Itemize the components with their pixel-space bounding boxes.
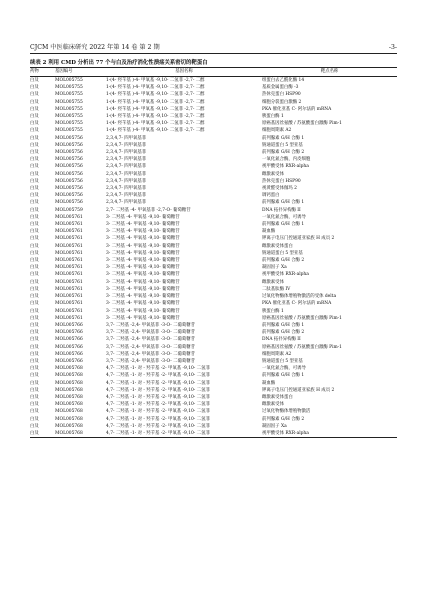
cell-target-name: 一氧化氮合酶，可诱导 xyxy=(262,366,306,372)
table-header-row xyxy=(30,68,397,77)
cell-gene-name: 3- 二羟基 -4- 甲氧基 -9,10- 葡萄糖苷 xyxy=(106,229,180,235)
cell-target-name: DNA 拓扑异构酶 II xyxy=(262,207,301,213)
cell-target-name: 一氧化氮合酶，内皮细胞 xyxy=(262,157,311,163)
cell-target-name: 凝固因子 Xa xyxy=(262,265,287,271)
cell-drug: 白及 xyxy=(30,380,39,386)
cell-drug: 白及 xyxy=(30,121,39,127)
cell-gene-name: 2,7- 二羟基 -4- 甲氧基菲 -2,7-O- 葡萄糖苷 xyxy=(106,207,191,213)
cell-gene-name: 4,7- 二羟基 -1- 对 - 羟苄基 -2- 甲氧基 -9,10- 二氢菲 xyxy=(106,430,262,438)
cell-gene-id: MOL005755 xyxy=(55,114,83,120)
cell-drug: 白及 xyxy=(30,92,39,98)
cell-gene-id: MOL005761 xyxy=(55,222,83,228)
column-header-gene-id: 基因编号 xyxy=(52,68,106,77)
cell-gene-id: MOL005766 xyxy=(55,330,83,336)
table-row xyxy=(30,135,397,142)
cell-gene-name: 3- 二羟基 -4- 甲氧基 -9,10- 葡萄糖苷 xyxy=(106,315,180,321)
cell-gene-name: 4,7- 二羟基 -1- 对 - 羟苄基 -2- 甲氧基 -9,10- 二氢菲 xyxy=(106,394,210,400)
journal-title: CJCM 中医临床研究 2022 年第 14 卷 第 2 期 xyxy=(30,44,160,51)
table-row xyxy=(30,207,397,214)
cell-target-name: 前列腺素 G/H 合酶 2 xyxy=(262,258,305,264)
table-row xyxy=(30,423,397,430)
cell-drug: 白及 xyxy=(30,387,39,393)
cell-gene-name: 1-(4- 羟苄基 )-4- 甲氧基 -9,10- 二氢菲 -2,7- 二醇 xyxy=(106,85,205,91)
cell-gene-name: 3- 二羟基 -4- 甲氧基 -9,10- 葡萄糖苷 xyxy=(106,279,180,285)
cell-gene-name: 3,7- 二羟基 -2,4- 甲氧基菲 -3-O- 二葡萄糖苷 xyxy=(106,322,196,328)
cell-drug: 白及 xyxy=(30,229,39,235)
cell-gene-name: 3- 二羟基 -4- 甲氧基 -9,10- 葡萄糖苷 xyxy=(106,258,180,264)
cell-drug: 白及 xyxy=(30,207,39,213)
table-row xyxy=(30,279,397,286)
cell-gene-id: MOL005755 xyxy=(55,121,83,127)
cell-gene-name: 3- 二羟基 -4- 甲氧基 -9,10- 葡萄糖苷 xyxy=(106,243,180,249)
cell-target-name: 雌激素受体 xyxy=(262,279,284,285)
cell-target-name: 细胞分裂蛋白激酶 2 xyxy=(262,99,302,105)
cell-gene-name: 2,3,4,7- 四甲氧基菲 xyxy=(106,157,147,163)
cell-target-name: DNA 拓扑异构酶 II xyxy=(262,337,301,343)
cell-gene-name: 3- 二羟基 -4- 甲氧基 -9,10- 葡萄糖苷 xyxy=(106,301,180,307)
cell-gene-id: MOL005755 xyxy=(55,92,83,98)
cell-target-name: 视甲酸受体 RXR-alpha xyxy=(262,272,309,278)
cell-target-name: 凝固因子 Xa xyxy=(262,423,287,429)
cell-drug: 白及 xyxy=(30,106,39,112)
table-row xyxy=(30,351,397,358)
cell-drug: 白及 xyxy=(30,409,39,415)
cell-gene-id: MOL005768 xyxy=(55,402,83,408)
cell-gene-name: 3- 二羟基 -4- 甲氧基 -9,10- 葡萄糖苷 xyxy=(106,222,180,228)
cell-gene-name: 1-(4- 羟苄基 )-4- 甲氧基 -9,10- 二氢菲 -2,7- 二醇 xyxy=(106,99,205,105)
cell-drug: 白及 xyxy=(30,157,39,163)
table-row xyxy=(30,372,397,379)
table-row xyxy=(30,322,397,329)
cell-target-name: 钾离子电压门控通道亚家族 H 成员 2 xyxy=(262,387,335,393)
cell-drug: 白及 xyxy=(30,315,39,321)
cell-drug: 白及 xyxy=(30,286,39,292)
cell-drug: 白及 xyxy=(30,99,39,105)
cell-gene-id: MOL005761 xyxy=(55,286,83,292)
cell-gene-id: MOL005768 xyxy=(55,366,83,372)
table-row xyxy=(30,401,397,408)
cell-gene-name: 2,3,4,7- 四甲氧基菲 xyxy=(106,150,147,156)
table-row xyxy=(30,329,397,336)
table-row xyxy=(30,178,397,185)
cell-drug: 白及 xyxy=(30,135,39,141)
cell-drug: 白及 xyxy=(30,258,39,264)
cell-gene-name: 3- 二羟基 -4- 甲氧基 -9,10- 葡萄糖苷 xyxy=(106,294,180,300)
cell-drug: 白及 xyxy=(30,366,39,372)
cell-gene-name: 2,3,4,7- 四甲氧基菲 xyxy=(106,186,147,192)
cell-gene-id: MOL005761 xyxy=(55,250,83,256)
cell-target-name: 前列腺素 G/H 合酶 1 xyxy=(262,322,305,328)
cell-gene-id: MOL005761 xyxy=(55,294,83,300)
cell-gene-id: MOL005756 xyxy=(55,186,83,192)
cell-gene-id: MOL005755 xyxy=(55,128,83,134)
cell-gene-id: MOL005756 xyxy=(55,193,83,199)
cell-target-name: 原癌基因丝氨酸 / 苏氨酸蛋白激酶 Pim-1 xyxy=(262,121,342,127)
cell-gene-name: 4,7- 二羟基 -1- 对 - 羟苄基 -2- 甲氧基 -9,10- 二氢菲 xyxy=(106,387,210,393)
table-row xyxy=(30,286,397,293)
cell-gene-name: 3- 二羟基 -4- 甲氧基 -9,10- 葡萄糖苷 xyxy=(106,265,180,271)
cell-target-name: 调钙蛋白 xyxy=(262,193,280,199)
table-row xyxy=(30,91,397,98)
cell-gene-id: MOL005756 xyxy=(55,142,83,148)
cell-drug: 白及 xyxy=(30,193,39,199)
table-row xyxy=(30,185,397,192)
cell-drug: 白及 xyxy=(30,265,39,271)
column-header-gene-name: 基因名称 xyxy=(106,68,262,77)
cell-target-name: 细胞周期素 A2 xyxy=(262,128,292,134)
table-row xyxy=(30,430,397,438)
cell-gene-id: MOL005768 xyxy=(55,380,83,386)
cell-target-name: 热休克蛋白 HSP90 xyxy=(262,92,301,98)
table-caption: 续表 2 利用 CMD 分析出 77 个与白及治疗消化性溃疡关系密切的靶蛋白 xyxy=(30,60,208,66)
cell-gene-id: MOL005768 xyxy=(55,394,83,400)
cell-gene-id: MOL005761 xyxy=(55,272,83,278)
table-row xyxy=(30,380,397,387)
cell-drug: 白及 xyxy=(30,301,39,307)
cell-gene-name: 3- 二羟基 -4- 甲氧基 -9,10- 葡萄糖苷 xyxy=(106,272,180,278)
table-row xyxy=(30,408,397,415)
cell-gene-id: MOL005761 xyxy=(55,265,83,271)
cell-drug: 白及 xyxy=(30,85,39,91)
cell-target-name: 凝血酶 xyxy=(262,380,276,386)
table-row xyxy=(30,221,397,228)
cell-target-name: PKA 催化亚基 C- 阿尔法的 mRNA xyxy=(262,301,332,307)
cell-drug: 白及 xyxy=(30,373,39,379)
cell-target-name: PKA 催化亚基 C- 阿尔法的 mRNA xyxy=(262,106,332,112)
cell-gene-name: 3- 二羟基 -4- 甲氧基 -9,10- 葡萄糖苷 xyxy=(106,236,180,242)
cell-gene-id: MOL005755 xyxy=(55,78,83,83)
cell-drug: 白及 xyxy=(30,78,39,83)
cell-gene-id: MOL005761 xyxy=(55,214,83,220)
cell-gene-name: 4,7- 二羟基 -1- 对 - 羟苄基 -2- 甲氧基 -9,10- 二氢菲 xyxy=(106,366,210,372)
cell-gene-id: MOL005761 xyxy=(55,308,83,314)
cell-target-name: 视甲酸受体 RXR-alpha xyxy=(262,430,397,438)
cell-gene-id: MOL005755 xyxy=(55,99,83,105)
table-row xyxy=(30,163,397,170)
cell-gene-id: MOL005756 xyxy=(55,200,83,206)
table-row xyxy=(30,293,397,300)
cell-target-name: 原癌基因丝氨酸 / 苏氨酸蛋白激酶 Pim-1 xyxy=(262,344,342,350)
cell-drug: 白及 xyxy=(30,423,39,429)
cell-gene-name: 2,3,4,7- 四甲氧基菲 xyxy=(106,171,147,177)
cell-target-name: 细胞周期素 A2 xyxy=(262,351,292,357)
cell-drug: 白及 xyxy=(30,186,39,192)
cell-gene-id: MOL005761 xyxy=(55,301,83,307)
table-row xyxy=(30,171,397,178)
cell-gene-name: 1-(4- 羟苄基 )-4- 甲氧基 -9,10- 二氢菲 -2,7- 二醇 xyxy=(106,78,205,83)
cell-gene-id: MOL005755 xyxy=(55,106,83,112)
table-row xyxy=(30,394,397,401)
cell-target-name: 原癌基因丝氨酸 / 苏氨酸蛋白激酶 Pim-1 xyxy=(262,315,342,321)
cell-target-name: 钠通道蛋白 5 型亚基 xyxy=(262,142,303,148)
cell-drug: 白及 xyxy=(30,308,39,314)
cell-target-name: 雌激素受体蛋白 xyxy=(262,394,293,400)
table-row xyxy=(30,127,397,134)
cell-target-name: 视黄醛受体伽玛 2 xyxy=(262,186,297,192)
table-row xyxy=(30,257,397,264)
cell-target-name: 胰蛋白酶 1 xyxy=(262,114,284,120)
table-row xyxy=(30,264,397,271)
cell-drug: 白及 xyxy=(30,430,52,438)
cell-target-name: 前列腺素 G/H 合酶 1 xyxy=(262,135,305,141)
cell-gene-name: 1-(4- 羟苄基 )-4- 甲氧基 -9,10- 二氢菲 -2,7- 二醇 xyxy=(106,92,205,98)
cell-target-name: 前列腺素 G/H 合酶 1 xyxy=(262,200,305,206)
table-row xyxy=(30,387,397,394)
table-row xyxy=(30,300,397,307)
table-row xyxy=(30,315,397,322)
cell-gene-id: MOL005761 xyxy=(55,279,83,285)
cell-target-name: 雌激素受体 xyxy=(262,402,284,408)
cell-gene-name: 3,7- 二羟基 -2,4- 甲氧基菲 -3-O- 二葡萄糖苷 xyxy=(106,351,196,357)
table-row xyxy=(30,149,397,156)
cell-gene-id: MOL005761 xyxy=(55,258,83,264)
cell-drug: 白及 xyxy=(30,322,39,328)
cell-drug: 白及 xyxy=(30,416,39,422)
table-row xyxy=(30,113,397,120)
cell-drug: 白及 xyxy=(30,402,39,408)
cell-drug: 白及 xyxy=(30,200,39,206)
cell-gene-name: 3,7- 二羟基 -2,4- 甲氧基菲 -3-O- 二葡萄糖苷 xyxy=(106,344,196,350)
cell-gene-name: 4,7- 二羟基 -1- 对 - 羟苄基 -2- 甲氧基 -9,10- 二氢菲 xyxy=(106,416,210,422)
cell-gene-name: 3,7- 二羟基 -2,4- 甲氧基菲 -3-O- 二葡萄糖苷 xyxy=(106,337,196,343)
cell-gene-id: MOL005768 xyxy=(52,430,106,438)
cell-gene-name: 2,3,4,7- 四甲氧基菲 xyxy=(106,142,147,148)
table-row xyxy=(30,308,397,315)
cell-drug: 白及 xyxy=(30,150,39,156)
cell-target-name: 钠通道蛋白 5 型亚基 xyxy=(262,358,303,364)
column-header-target-name: 靶点名称 xyxy=(262,68,397,77)
cell-gene-name: 4,7- 二羟基 -1- 对 - 羟苄基 -2- 甲氧基 -9,10- 二氢菲 xyxy=(106,409,210,415)
table-row xyxy=(30,271,397,278)
cell-gene-id: MOL005756 xyxy=(55,135,83,141)
cell-drug: 白及 xyxy=(30,351,39,357)
cell-target-name: 前列腺素 G/H 合酶 1 xyxy=(262,373,305,379)
cell-gene-id: MOL005759 xyxy=(55,207,83,213)
cell-drug: 白及 xyxy=(30,394,39,400)
cell-target-name: 雌激素受体 xyxy=(262,171,284,177)
cell-gene-id: MOL005761 xyxy=(55,243,83,249)
cell-gene-name: 2,3,4,7- 四甲氧基菲 xyxy=(106,193,147,199)
cell-target-name: 前列腺素 G/H 合酶 2 xyxy=(262,416,305,422)
table-row xyxy=(30,99,397,106)
page-header xyxy=(30,44,397,54)
table-row xyxy=(30,120,397,127)
table-row xyxy=(30,142,397,149)
cell-gene-id: MOL005768 xyxy=(55,387,83,393)
cell-drug: 白及 xyxy=(30,344,39,350)
cell-gene-name: 3- 二羟基 -4- 甲氧基 -9,10- 葡萄糖苷 xyxy=(106,250,180,256)
cell-drug: 白及 xyxy=(30,128,39,134)
table-row xyxy=(30,358,397,365)
table-row xyxy=(30,84,397,91)
cell-target-name: 热休克蛋白 HSP90 xyxy=(262,178,301,184)
cell-target-name: 凝血酶 xyxy=(262,229,276,235)
table-row xyxy=(30,77,397,85)
cell-gene-id: MOL005768 xyxy=(55,373,83,379)
cell-target-name: 钠通道蛋白 5 型亚基 xyxy=(262,250,303,256)
cell-drug: 白及 xyxy=(30,142,39,148)
cell-gene-id: MOL005756 xyxy=(55,164,83,170)
table-row xyxy=(30,214,397,221)
cell-gene-name: 1-(4- 羟苄基 )-4- 甲氧基 -9,10- 二氢菲 -2,7- 二醇 xyxy=(106,128,205,134)
table-row xyxy=(30,228,397,235)
cell-target-name: 前列腺素 G/H 合酶 1 xyxy=(262,222,305,228)
cell-gene-id: MOL005766 xyxy=(55,322,83,328)
cell-gene-id: MOL005756 xyxy=(55,178,83,184)
cell-gene-name: 3- 二羟基 -4- 甲氧基 -9,10- 葡萄糖苷 xyxy=(106,214,180,220)
cell-gene-name: 3- 二羟基 -4- 甲氧基 -9,10- 葡萄糖苷 xyxy=(106,286,180,292)
cell-gene-name: 2,3,4,7- 四甲氧基菲 xyxy=(106,135,147,141)
cell-gene-id: MOL005756 xyxy=(55,150,83,156)
table-row xyxy=(30,156,397,163)
cell-gene-id: MOL005766 xyxy=(55,358,83,364)
cell-target-name: 二肽基肽酶 IV xyxy=(262,286,291,292)
cell-drug: 白及 xyxy=(30,294,39,300)
table-body xyxy=(30,77,397,438)
cell-gene-id: MOL005768 xyxy=(55,423,83,429)
cell-gene-name: 3- 二羟基 -4- 甲氧基 -9,10- 葡萄糖苷 xyxy=(106,308,180,314)
cell-gene-id: MOL005761 xyxy=(55,236,83,242)
cell-gene-name: 4,7- 二羟基 -1- 对 - 羟苄基 -2- 甲氧基 -9,10- 二氢菲 xyxy=(106,402,210,408)
cell-gene-id: MOL005761 xyxy=(55,315,83,321)
cell-drug: 白及 xyxy=(30,358,39,364)
cell-drug: 白及 xyxy=(30,214,39,220)
cell-gene-name: 3,7- 二羟基 -2,4- 甲氧基菲 -3-O- 二葡萄糖苷 xyxy=(106,330,196,336)
table-row xyxy=(30,344,397,351)
cell-gene-id: MOL005755 xyxy=(55,85,83,91)
cell-drug: 白及 xyxy=(30,272,39,278)
cell-gene-name: 4,7- 二羟基 -1- 对 - 羟苄基 -2- 甲氧基 -9,10- 二氢菲 xyxy=(106,373,210,379)
cell-target-name: 组蛋白去乙酰化酶 14 xyxy=(262,78,305,83)
table-row xyxy=(30,365,397,372)
table-row xyxy=(30,243,397,250)
page-number: -3- xyxy=(388,44,397,51)
cell-target-name: 基质金属蛋白酶 -3 xyxy=(262,85,299,91)
cell-drug: 白及 xyxy=(30,250,39,256)
column-header-drug: 药物 xyxy=(30,68,52,77)
cell-target-name: 前列腺素 G/H 合酶 2 xyxy=(262,330,305,336)
cell-drug: 白及 xyxy=(30,178,39,184)
cell-drug: 白及 xyxy=(30,164,39,170)
cell-target-name: 胰蛋白酶 1 xyxy=(262,308,284,314)
cell-drug: 白及 xyxy=(30,243,39,249)
cell-gene-name: 4,7- 二羟基 -1- 对 - 羟苄基 -2- 甲氧基 -9,10- 二氢菲 xyxy=(106,380,210,386)
cell-drug: 白及 xyxy=(30,236,39,242)
cell-gene-name: 3,7- 二羟基 -2,4- 甲氧基菲 -3-O- 二葡萄糖苷 xyxy=(106,358,196,364)
cell-gene-id: MOL005761 xyxy=(55,229,83,235)
cell-target-name: 前列腺素 G/H 合酶 2 xyxy=(262,150,305,156)
cell-drug: 白及 xyxy=(30,171,39,177)
cell-gene-id: MOL005756 xyxy=(55,157,83,163)
cell-target-name: 视甲酸受体 RXR-alpha xyxy=(262,164,309,170)
cell-target-name: 过氧化物酶体增殖物激活 xyxy=(262,409,311,415)
cell-gene-name: 2,3,4,7- 四甲氧基菲 xyxy=(106,164,147,170)
target-protein-table xyxy=(30,67,397,438)
cell-gene-name: 1-(4- 羟苄基 )-4- 甲氧基 -9,10- 二氢菲 -2,7- 二醇 xyxy=(106,114,205,120)
cell-gene-id: MOL005756 xyxy=(55,171,83,177)
table-row xyxy=(30,235,397,242)
cell-gene-name: 1-(4- 羟苄基 )-4- 甲氧基 -9,10- 二氢菲 -2,7- 二醇 xyxy=(106,106,205,112)
cell-target-name: 钾离子电压门控通道亚家族 H 成员 2 xyxy=(262,236,335,242)
cell-target-name: 过氧化物酶体增殖物激活的受体 delta xyxy=(262,294,337,300)
cell-gene-name: 2,3,4,7- 四甲氧基菲 xyxy=(106,178,147,184)
table-row xyxy=(30,106,397,113)
cell-drug: 白及 xyxy=(30,114,39,120)
cell-drug: 白及 xyxy=(30,222,39,228)
cell-gene-id: MOL005768 xyxy=(55,416,83,422)
table-row xyxy=(30,250,397,257)
cell-gene-id: MOL005766 xyxy=(55,351,83,357)
cell-gene-name: 4,7- 二羟基 -1- 对 - 羟苄基 -2- 甲氧基 -9,10- 二氢菲 xyxy=(106,423,210,429)
cell-gene-id: MOL005768 xyxy=(55,409,83,415)
table-row xyxy=(30,336,397,343)
table-row xyxy=(30,416,397,423)
cell-gene-name: 1-(4- 羟苄基 )-4- 甲氧基 -9,10- 二氢菲 -2,7- 二醇 xyxy=(106,121,205,127)
cell-drug: 白及 xyxy=(30,337,39,343)
cell-drug: 白及 xyxy=(30,330,39,336)
table-row xyxy=(30,192,397,199)
cell-target-name: 一氧化氮合酶，可诱导 xyxy=(262,214,306,220)
cell-target-name: 雌激素受体蛋白 xyxy=(262,243,293,249)
cell-drug: 白及 xyxy=(30,279,39,285)
table-row xyxy=(30,199,397,206)
cell-gene-id: MOL005766 xyxy=(55,344,83,350)
cell-gene-id: MOL005766 xyxy=(55,337,83,343)
cell-gene-name: 2,3,4,7- 四甲氧基菲 xyxy=(106,200,147,206)
